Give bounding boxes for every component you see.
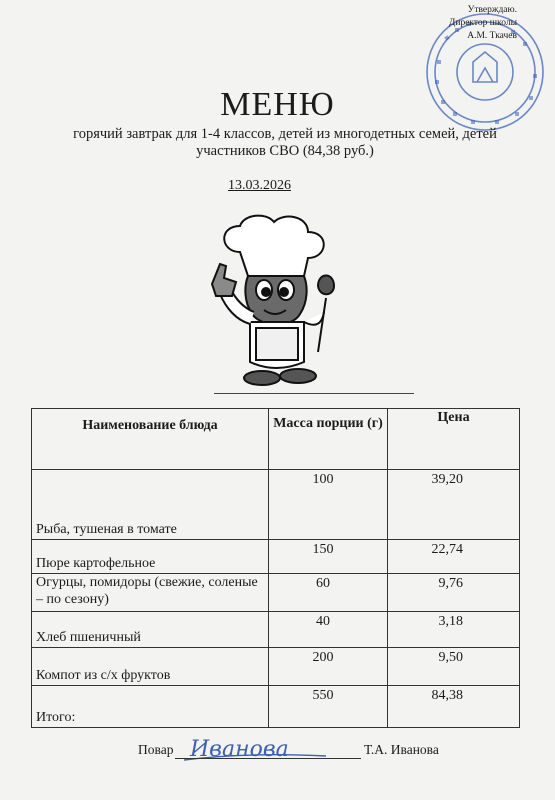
table-row-total: [32, 686, 520, 728]
dish-name: Пюре картофельное: [32, 540, 269, 574]
approval-line-3: А.М. Ткачев: [467, 31, 517, 41]
approval-block: [449, 4, 517, 43]
total-price: 84,38: [388, 686, 520, 728]
dish-mass: 60: [269, 574, 388, 612]
table-row: [32, 470, 520, 540]
total-label: Итого:: [32, 686, 269, 728]
approval-line-2: Директор школы: [448, 18, 517, 28]
cook-name: Т.А. Иванова: [364, 742, 439, 757]
dish-price: 39,20: [388, 470, 520, 540]
total-mass: 550: [269, 686, 388, 728]
approval-line-1: Утверждаю.: [467, 5, 517, 15]
table-row: [32, 648, 520, 686]
dish-mass: 200: [269, 648, 388, 686]
dish-name: Компот из с/х фруктов: [32, 648, 269, 686]
dish-price: 3,18: [388, 612, 520, 648]
signature-text: Иванова: [190, 737, 289, 762]
dish-price: 9,50: [388, 648, 520, 686]
dish-name: Огурцы, помидоры (свежие, соленые – по сезону): [32, 574, 269, 612]
dish-mass: 150: [269, 540, 388, 574]
menu-date: 13.03.2026: [228, 178, 291, 193]
signature-line: [175, 758, 361, 759]
page-subtitle: горячий завтрак для 1-4 классов, детей из многодетных семей, детей участников СВО (84,38 руб.): [73, 126, 497, 159]
divider: [214, 393, 414, 394]
chef-illustration-icon: [200, 212, 350, 392]
dish-price: 22,74: [388, 540, 520, 574]
menu-table: [31, 408, 520, 728]
page-title: МЕНЮ: [220, 86, 335, 123]
table-row: [32, 612, 520, 648]
cook-role: Повар: [138, 742, 174, 757]
dish-name: Рыба, тушеная в томате: [32, 470, 269, 540]
cook-signature: [180, 732, 330, 766]
column-header-price: Цена: [388, 409, 520, 470]
dish-mass: 100: [269, 470, 388, 540]
column-header-dish: Наименование блюда: [32, 409, 269, 470]
dish-name: Хлеб пшеничный: [32, 612, 269, 648]
dish-mass: 40: [269, 612, 388, 648]
column-header-mass: Масса порции (г): [269, 409, 388, 470]
table-row: [32, 574, 520, 612]
table-row: [32, 540, 520, 574]
dish-price: 9,76: [388, 574, 520, 612]
table-header-row: [32, 409, 520, 470]
